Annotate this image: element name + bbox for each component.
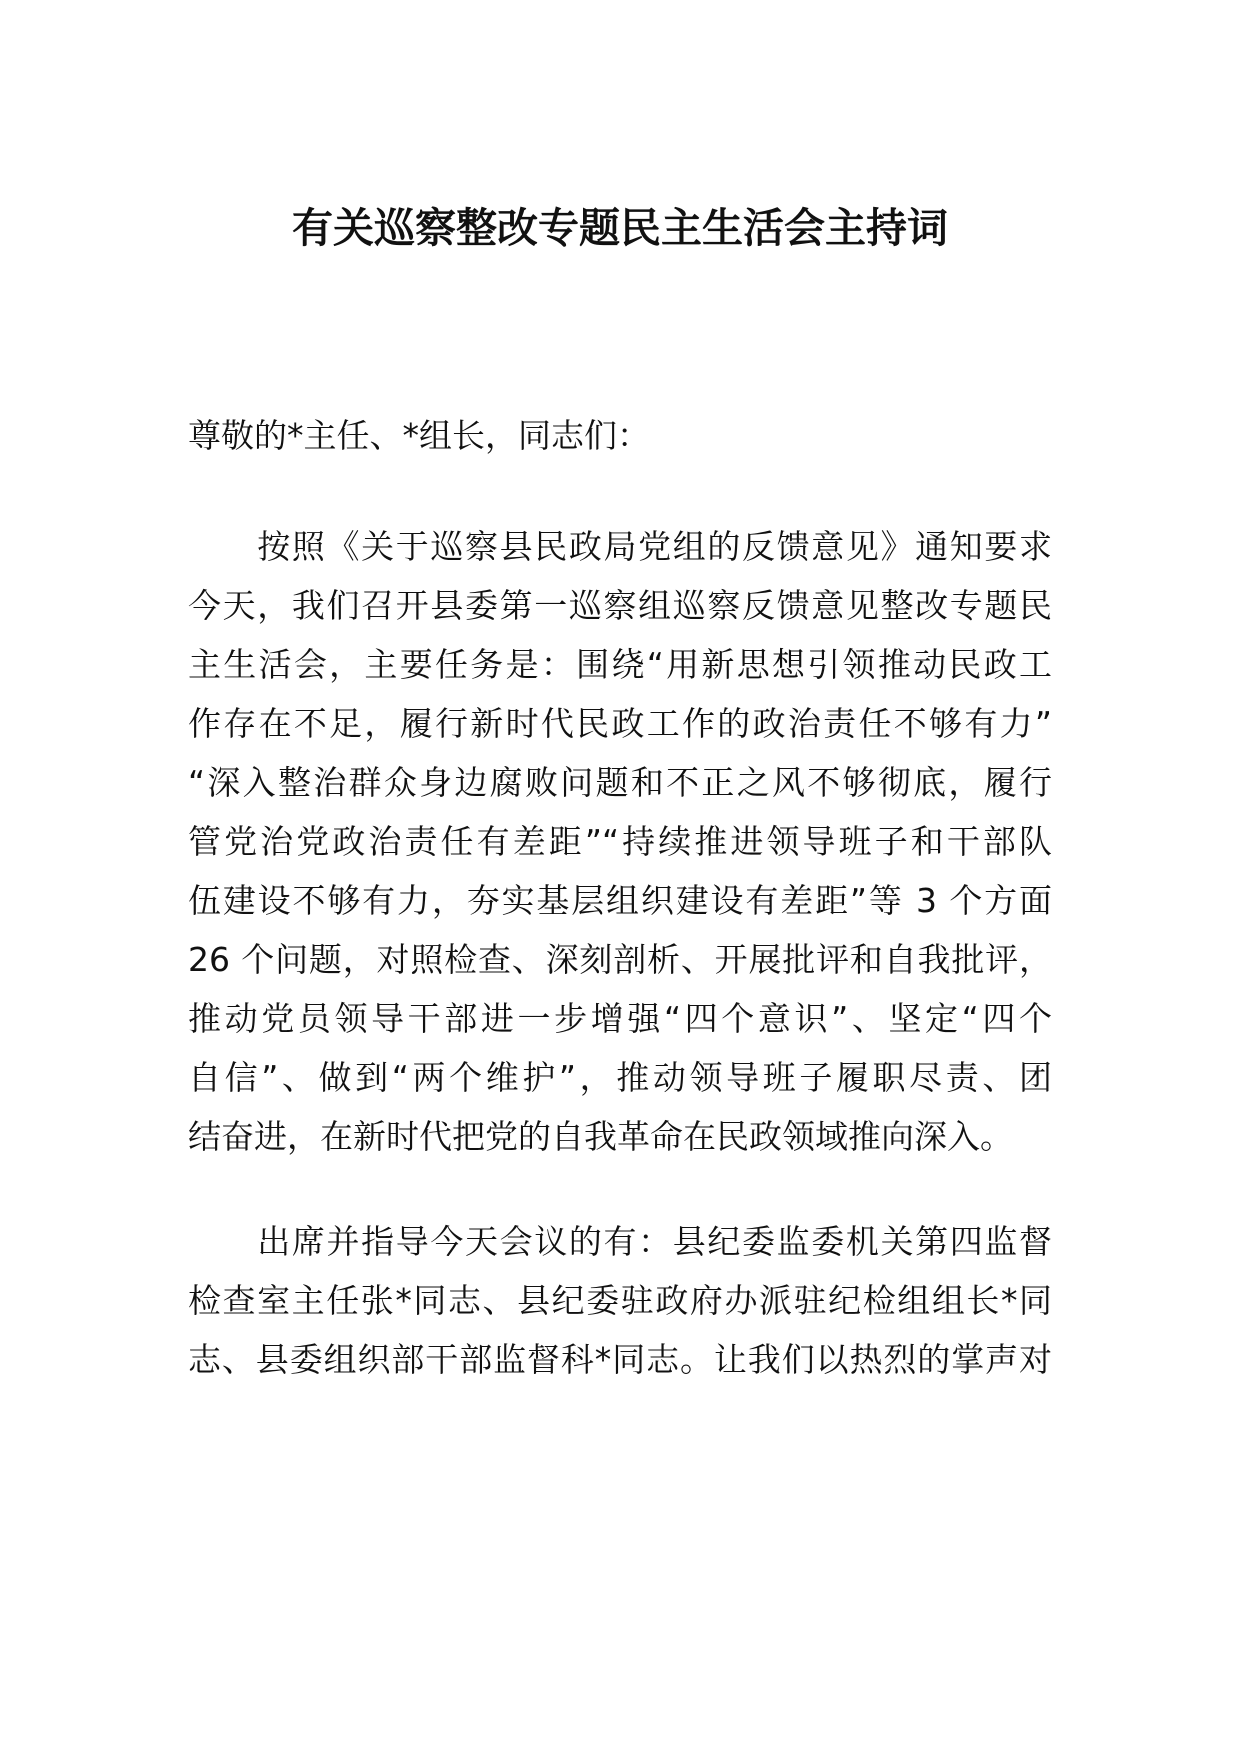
paragraph1-line: 自信”、做到“两个维护”，推动领导班子履职尽责、团 — [188, 1058, 1052, 1097]
paragraph1-line: 26 个问题，对照检查、深刻剖析、开展批评和自我批评， — [188, 940, 1052, 979]
paragraph1-line: 伍建设不够有力，夯实基层组织建设有差距”等 3 个方面 — [188, 881, 1052, 920]
paragraph1-line: 管党治党政治责任有差距”“持续推进领导班子和干部队 — [188, 822, 1052, 861]
paragraph2-line: 志、县委组织部干部监督科*同志。让我们以热烈的掌声对 — [188, 1340, 1052, 1379]
paragraph1-line: 按照《关于巡察县民政局党组的反馈意见》通知要求 — [188, 527, 1052, 566]
document-title: 有关巡察整改专题民主生活会主持词 — [292, 204, 948, 252]
paragraph2-line: 出席并指导今天会议的有：县纪委监委机关第四监督 — [188, 1222, 1052, 1261]
paragraph1-line: 主生活会，主要任务是：围绕“用新思想引领推动民政工 — [188, 645, 1052, 684]
salutation: 尊敬的*主任、*组长，同志们： — [188, 416, 650, 455]
paragraph1-line: 结奋进，在新时代把党的自我革命在民政领域推向深入。 — [188, 1117, 1013, 1156]
paragraph1-line: 推动党员领导干部进一步增强“四个意识”、坚定“四个 — [188, 999, 1052, 1038]
paragraph1-line: 今天，我们召开县委第一巡察组巡察反馈意见整改专题民 — [188, 586, 1052, 625]
paragraph1-line: “深入整治群众身边腐败问题和不正之风不够彻底，履行 — [188, 763, 1052, 802]
paragraph2-line: 检查室主任张*同志、县纪委驻政府办派驻纪检组组长*同 — [188, 1281, 1052, 1320]
paragraph1-line: 作存在不足，履行新时代民政工作的政治责任不够有力” — [188, 704, 1052, 743]
